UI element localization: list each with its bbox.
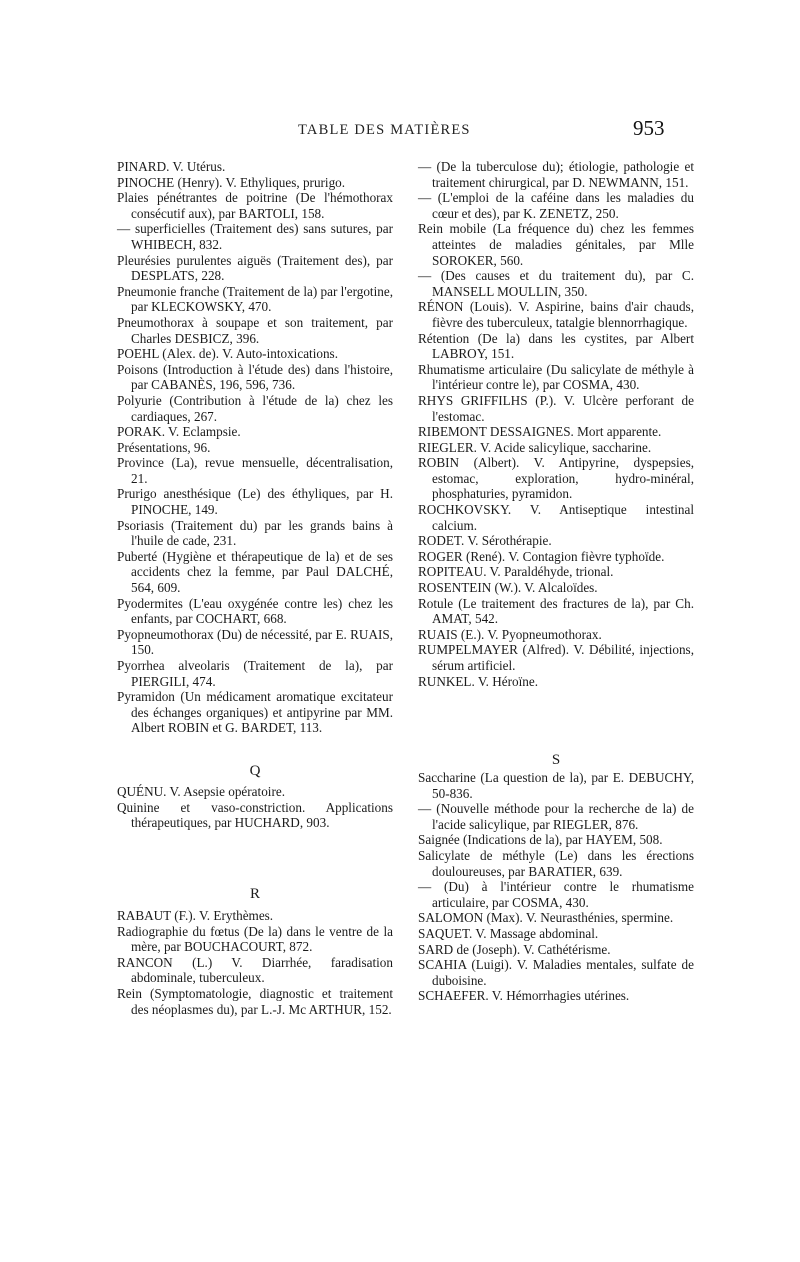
- index-entry: Rotule (Le traitement des fractures de la), par Ch. AMAT, 542.: [418, 595, 694, 627]
- index-entry: QUÉNU. V. Asepsie opératoire.: [117, 784, 285, 799]
- index-entry: POEHL (Alex. de). V. Auto-intoxications.: [117, 346, 338, 362]
- index-entry: Salicylate de méthyle (Le) dans les érections douloureuses, par BARATIER, 639.: [418, 847, 694, 879]
- index-entry: Radiographie du fœtus (De la) dans le ventre de la mère, par BOUCHACOURT, 872.: [117, 923, 393, 955]
- index-entry: RUAIS (E.). V. Pyopneumothorax.: [418, 626, 602, 642]
- index-entry: Saignée (Indications de la), par HAYEM, 508.: [418, 832, 663, 848]
- index-entry: SAQUET. V. Massage abdominal.: [418, 925, 599, 941]
- section-heading-q: Q: [249, 763, 261, 779]
- index-entry: SCAHIA (Luigi). V. Maladies mentales, sulfate de duboisine.: [418, 957, 694, 988]
- index-entry: PINOCHE (Henry). V. Ethyliques, prurigo.: [117, 174, 346, 190]
- running-header: TABLE DES MATIÈRES: [298, 122, 471, 138]
- index-entry: Puberté (Hygiène et thérapeutique de la) et de ses accidents chez la femme, par Paul DALCHÉ, 564, 609.: [117, 548, 393, 596]
- right-column-top: [418, 159, 694, 689]
- section-q-entries: [117, 784, 393, 831]
- index-entry: Rein (Symptomatologie, diagnostic et traitement des néoplasmes du), par L.-J. Mc ARTHUR, 152.: [117, 985, 393, 1017]
- index-entry: RIEGLER. V. Acide salicylique, saccharine.: [418, 439, 652, 455]
- index-entry: RUMPELMAYER (Alfred). V. Débilité, injections, sérum artificiel.: [418, 642, 694, 673]
- index-entry: Poisons (Introduction à l'étude des) dans l'histoire, par CABANÈS, 196, 596, 736.: [117, 361, 393, 393]
- index-entry: — (De la tuberculose du); étiologie, pathologie et traitement chirurgical, par D. NEWMANN, 151.: [418, 159, 694, 190]
- index-entry: Prurigo anesthésique (Le) des éthyliques, par H. PINOCHE, 149.: [117, 486, 393, 518]
- index-entry: — (Nouvelle méthode pour la recherche de la) de l'acide salicylique, par RIEGLER, 876.: [418, 801, 694, 832]
- index-entry: Rétention (De la) dans les cystites, par Albert LABROY, 151.: [418, 330, 694, 362]
- index-entry: Pneumonie franche (Traitement de la) par l'ergotine, par KLECKOWSKY, 470.: [117, 283, 393, 315]
- index-entry: RHYS GRIFFILHS (P.). V. Ulcère perforant de l'estomac.: [418, 392, 694, 424]
- index-entry: Pyramidon (Un médicament aromatique excitateur des échanges organiques) et antipyrine par MM. Albert ROBIN et G. BARDET, 113.: [117, 689, 393, 736]
- index-entry: Polyurie (Contribution à l'étude de la) chez les cardiaques, 267.: [117, 392, 393, 424]
- index-entry: PORAK. V. Eclampsie.: [117, 424, 241, 440]
- index-entry: Pyodermites (L'eau oxygénée contre les) chez les enfants, par COCHART, 668.: [117, 595, 393, 627]
- index-entry: RUNKEL. V. Héroïne.: [418, 673, 539, 689]
- index-entry: Pleurésies purulentes aiguës (Traitement des), par DESPLATS, 228.: [117, 252, 393, 284]
- index-entry: ROCHKOVSKY. V. Antiseptique intestinal calcium.: [418, 502, 694, 533]
- index-entry: ROPITEAU. V. Paraldéhyde, trional.: [418, 564, 614, 580]
- index-entry: RANCON (L.) V. Diarrhée, faradisation abdominale, tuberculeux.: [117, 954, 393, 986]
- left-column-top: [117, 159, 393, 736]
- index-entry: ROSENTEIN (W.). V. Alcaloïdes.: [418, 580, 598, 596]
- index-entry: RABAUT (F.). V. Erythèmes.: [117, 908, 274, 923]
- page-number: 953: [633, 116, 665, 140]
- index-entry: Rhumatisme articulaire (Du salicylate de méthyle à l'intérieur contre le), par COSMA, 430.: [418, 361, 694, 393]
- index-entry: ROGER (René). V. Contagion fièvre typhoïde.: [418, 548, 665, 564]
- index-entry: SCHAEFER. V. Hémorrhagies utérines.: [418, 988, 630, 1004]
- index-entry: Rein mobile (La fréquence du) chez les femmes atteintes de maladies génitales, par Mlle SOROKER, 560.: [418, 221, 694, 268]
- index-entry: Présentations, 96.: [117, 439, 211, 455]
- index-entry: — (Des causes et du traitement du), par C. MANSELL MOULLIN, 350.: [418, 268, 694, 299]
- index-entry: Pyopneumothorax (Du) de nécessité, par E. RUAIS, 150.: [117, 626, 393, 658]
- index-entry: — (Du) à l'intérieur contre le rhumatisme articulaire, par COSMA, 430.: [418, 879, 694, 910]
- section-r-entries: [117, 908, 393, 1017]
- index-entry: RODET. V. Sérothérapie.: [418, 533, 552, 549]
- index-entry: RIBEMONT DESSAIGNES. Mort apparente.: [418, 424, 662, 440]
- section-heading-r: R: [249, 886, 260, 902]
- section-s-entries: [418, 770, 694, 1004]
- index-entry: PINARD. V. Utérus.: [117, 159, 226, 174]
- index-entry: — (L'emploi de la caféine dans les maladies du cœur et des), par K. ZENETZ, 250.: [418, 190, 694, 221]
- index-entry: Quinine et vaso-constriction. Applications thérapeutiques, par HUCHARD, 903.: [117, 799, 393, 831]
- index-entry: Pyorrhea alveolaris (Traitement de la), par PIERGILI, 474.: [117, 658, 393, 689]
- index-entry: SARD de (Joseph). V. Cathétérisme.: [418, 941, 611, 957]
- index-entry: — superficielles (Traitement des) sans sutures, par WHIBECH, 832.: [117, 221, 393, 252]
- index-entry: Province (La), revue mensuelle, décentralisation, 21.: [117, 455, 393, 486]
- index-entry: Pneumothorax à soupape et son traitement, par Charles DESBICZ, 396.: [117, 314, 393, 346]
- index-entry: Saccharine (La question de la), par E. DEBUCHY, 50-836.: [418, 770, 694, 801]
- index-entry: ROBIN (Albert). V. Antipyrine, dyspepsies, estomac, exploration, hydro-minéral, phosphaturies, pyramidon.: [418, 455, 694, 502]
- index-entry: SALOMON (Max). V. Neurasthénies, spermine.: [418, 910, 674, 926]
- index-entry: RÉNON (Louis). V. Aspirine, bains d'air chauds, fièvre des tuberculeux, tatalgie blennorrhagique.: [418, 299, 694, 330]
- section-heading-s: S: [551, 752, 561, 768]
- index-entry: Plaies pénétrantes de poitrine (De l'hémothorax consécutif aux), par BARTOLI, 158.: [117, 190, 393, 221]
- index-entry: Psoriasis (Traitement du) par les grands bains à l'huile de cade, 231.: [117, 517, 393, 549]
